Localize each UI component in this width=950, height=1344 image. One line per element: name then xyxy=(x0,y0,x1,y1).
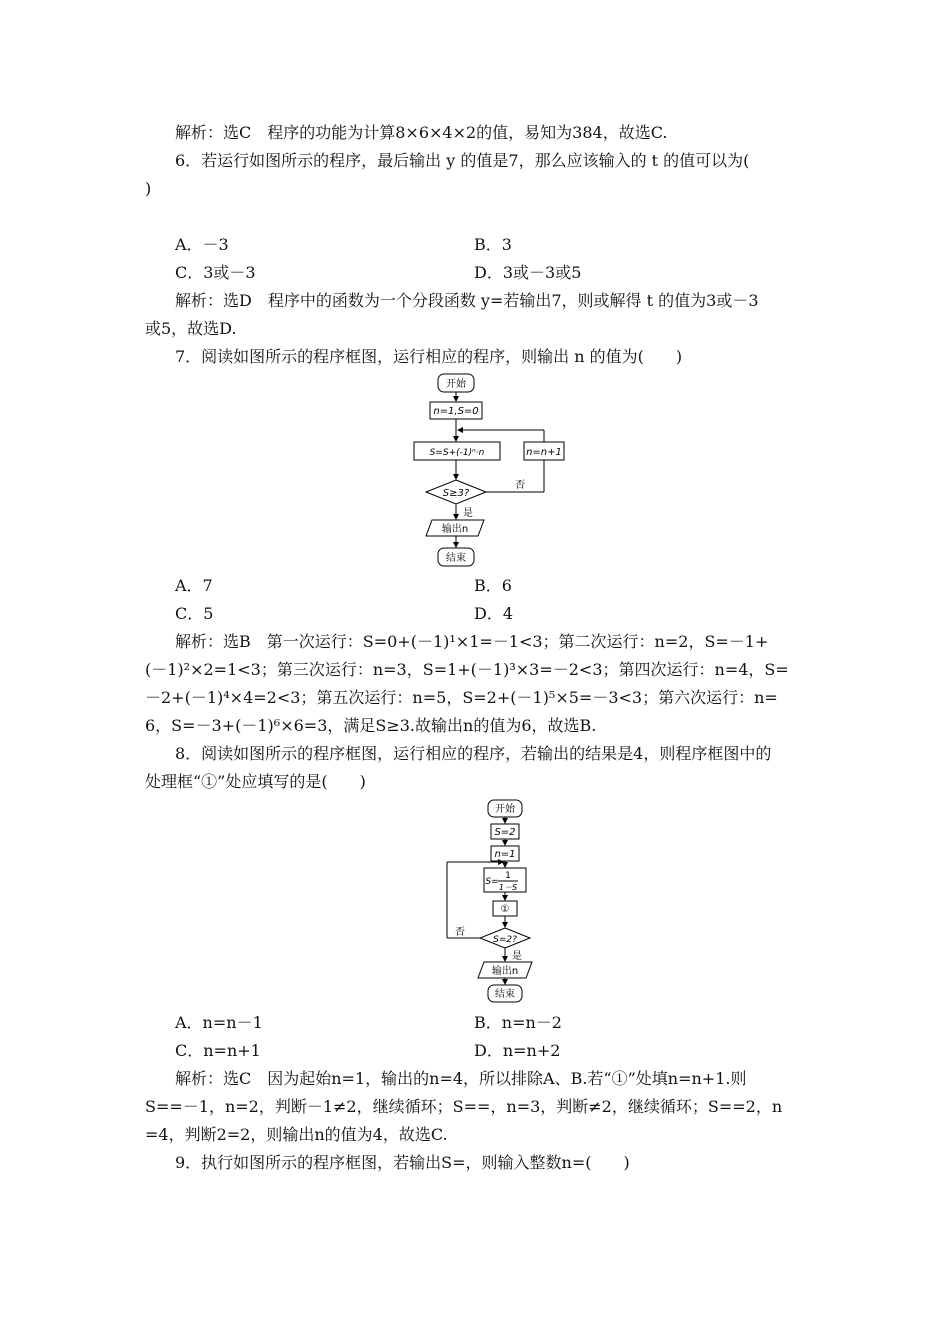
q8-formula-denominator: 1－S xyxy=(498,883,518,892)
q7-increment-label: n=n+1 xyxy=(526,447,562,458)
q8-analysis-1: 解析：选C 因为起始n=1，输出的n=4，所以排除A、B.若“①”处填n=n+1.则 xyxy=(175,1069,747,1088)
q7-start-label: 开始 xyxy=(446,379,466,390)
q8-analysis-2: S==－1，n=2，判断－1≠2，继续循环；S==，n=3，判断≠2，继续循环；S==2，n xyxy=(145,1097,783,1116)
q7-option-a: A．7 xyxy=(175,576,213,595)
q7-process-label: S=S+(-1)ⁿ·n xyxy=(429,448,485,458)
q8-no-label: 否 xyxy=(455,927,465,938)
q7-stem: 7．阅读如图所示的程序框图，运行相应的程序，则输出 n 的值为( ) xyxy=(175,347,683,366)
q5-analysis: 解析：选C 程序的功能为计算8×6×4×2的值，易知为384，故选C. xyxy=(175,123,668,142)
q7-output-label: 输出n xyxy=(441,524,469,535)
q8-option-a: A．n=n－1 xyxy=(175,1013,263,1032)
q9-stem: 9．执行如图所示的程序框图，若输出S=，则输入整数n=( ) xyxy=(175,1153,630,1172)
q6-option-c: C．3或－3 xyxy=(175,263,256,282)
q8-start-label: 开始 xyxy=(495,804,515,815)
q8-yes-label: 是 xyxy=(512,951,522,962)
q6-analysis-cont: 或5，故选D. xyxy=(145,319,237,338)
q7-no-label: 否 xyxy=(515,480,525,491)
q7-yes-label: 是 xyxy=(463,508,473,519)
q7-option-c: C．5 xyxy=(175,604,214,623)
q8-s-init-label: S=2 xyxy=(494,827,516,838)
q8-flowchart xyxy=(440,796,550,1004)
q7-option-d: D．4 xyxy=(474,604,514,623)
q6-analysis: 解析：选D 程序中的函数为一个分段函数 y=若输出7，则或解得 t 的值为3或－3 xyxy=(175,291,759,310)
q8-output-label: 输出n xyxy=(491,966,519,977)
q8-end-label: 结束 xyxy=(495,989,515,1000)
q8-analysis-3: =4，判断2=2，则输出n的值为4，故选C. xyxy=(145,1125,448,1144)
q7-end-label: 结束 xyxy=(446,553,466,564)
q8-option-c: C．n=n+1 xyxy=(175,1041,261,1060)
q7-decision-label: S≥3? xyxy=(442,488,470,499)
q7-analysis-3: －2+(－1)⁴×4=2<3；第五次运行：n=5，S=2+(－1)⁵×5=－3<3；第六次运行：n= xyxy=(145,688,778,707)
q8-option-b: B．n=n－2 xyxy=(474,1013,562,1032)
q8-formula-prefix: S= xyxy=(485,877,499,887)
q7-analysis-1: 解析：选B 第一次运行：S=0+(－1)¹×1=－1<3；第二次运行：n=2，S=－1+ xyxy=(175,632,769,651)
q7-init-label: n=1,S=0 xyxy=(433,406,479,417)
q8-formula-numerator: 1 xyxy=(505,871,511,881)
q6-option-b: B．3 xyxy=(474,235,512,254)
q7-analysis-2: (－1)²×2=1<3；第三次运行：n=3，S=1+(－1)³×3=－2<3；第四次运行：n=4，S= xyxy=(145,660,789,679)
q7-option-b: B．6 xyxy=(474,576,512,595)
q6-stem-cont: ) xyxy=(145,179,152,198)
q8-stem: 8．阅读如图所示的程序框图，运行相应的程序，若输出的结果是4，则程序框图中的 xyxy=(175,744,772,763)
q8-n-init-label: n=1 xyxy=(494,849,516,860)
q8-option-d: D．n=n+2 xyxy=(474,1041,561,1060)
q8-box-circle-1-label: ① xyxy=(500,904,510,915)
q6-option-a: A．－3 xyxy=(175,235,229,254)
q8-stem-cont: 处理框“①”处应填写的是( ) xyxy=(145,772,366,791)
q6-option-d: D．3或－3或5 xyxy=(474,263,582,282)
q7-analysis-4: 6，S=－3+(－1)⁶×6=3，满足S≥3.故输出n的值为6，故选B. xyxy=(145,716,597,735)
q7-flowchart xyxy=(400,368,580,568)
q8-decision-label: S=2? xyxy=(493,935,517,945)
q6-stem: 6．若运行如图所示的程序，最后输出 y 的值是7，那么应该输入的 t 的值可以为( xyxy=(175,151,750,170)
